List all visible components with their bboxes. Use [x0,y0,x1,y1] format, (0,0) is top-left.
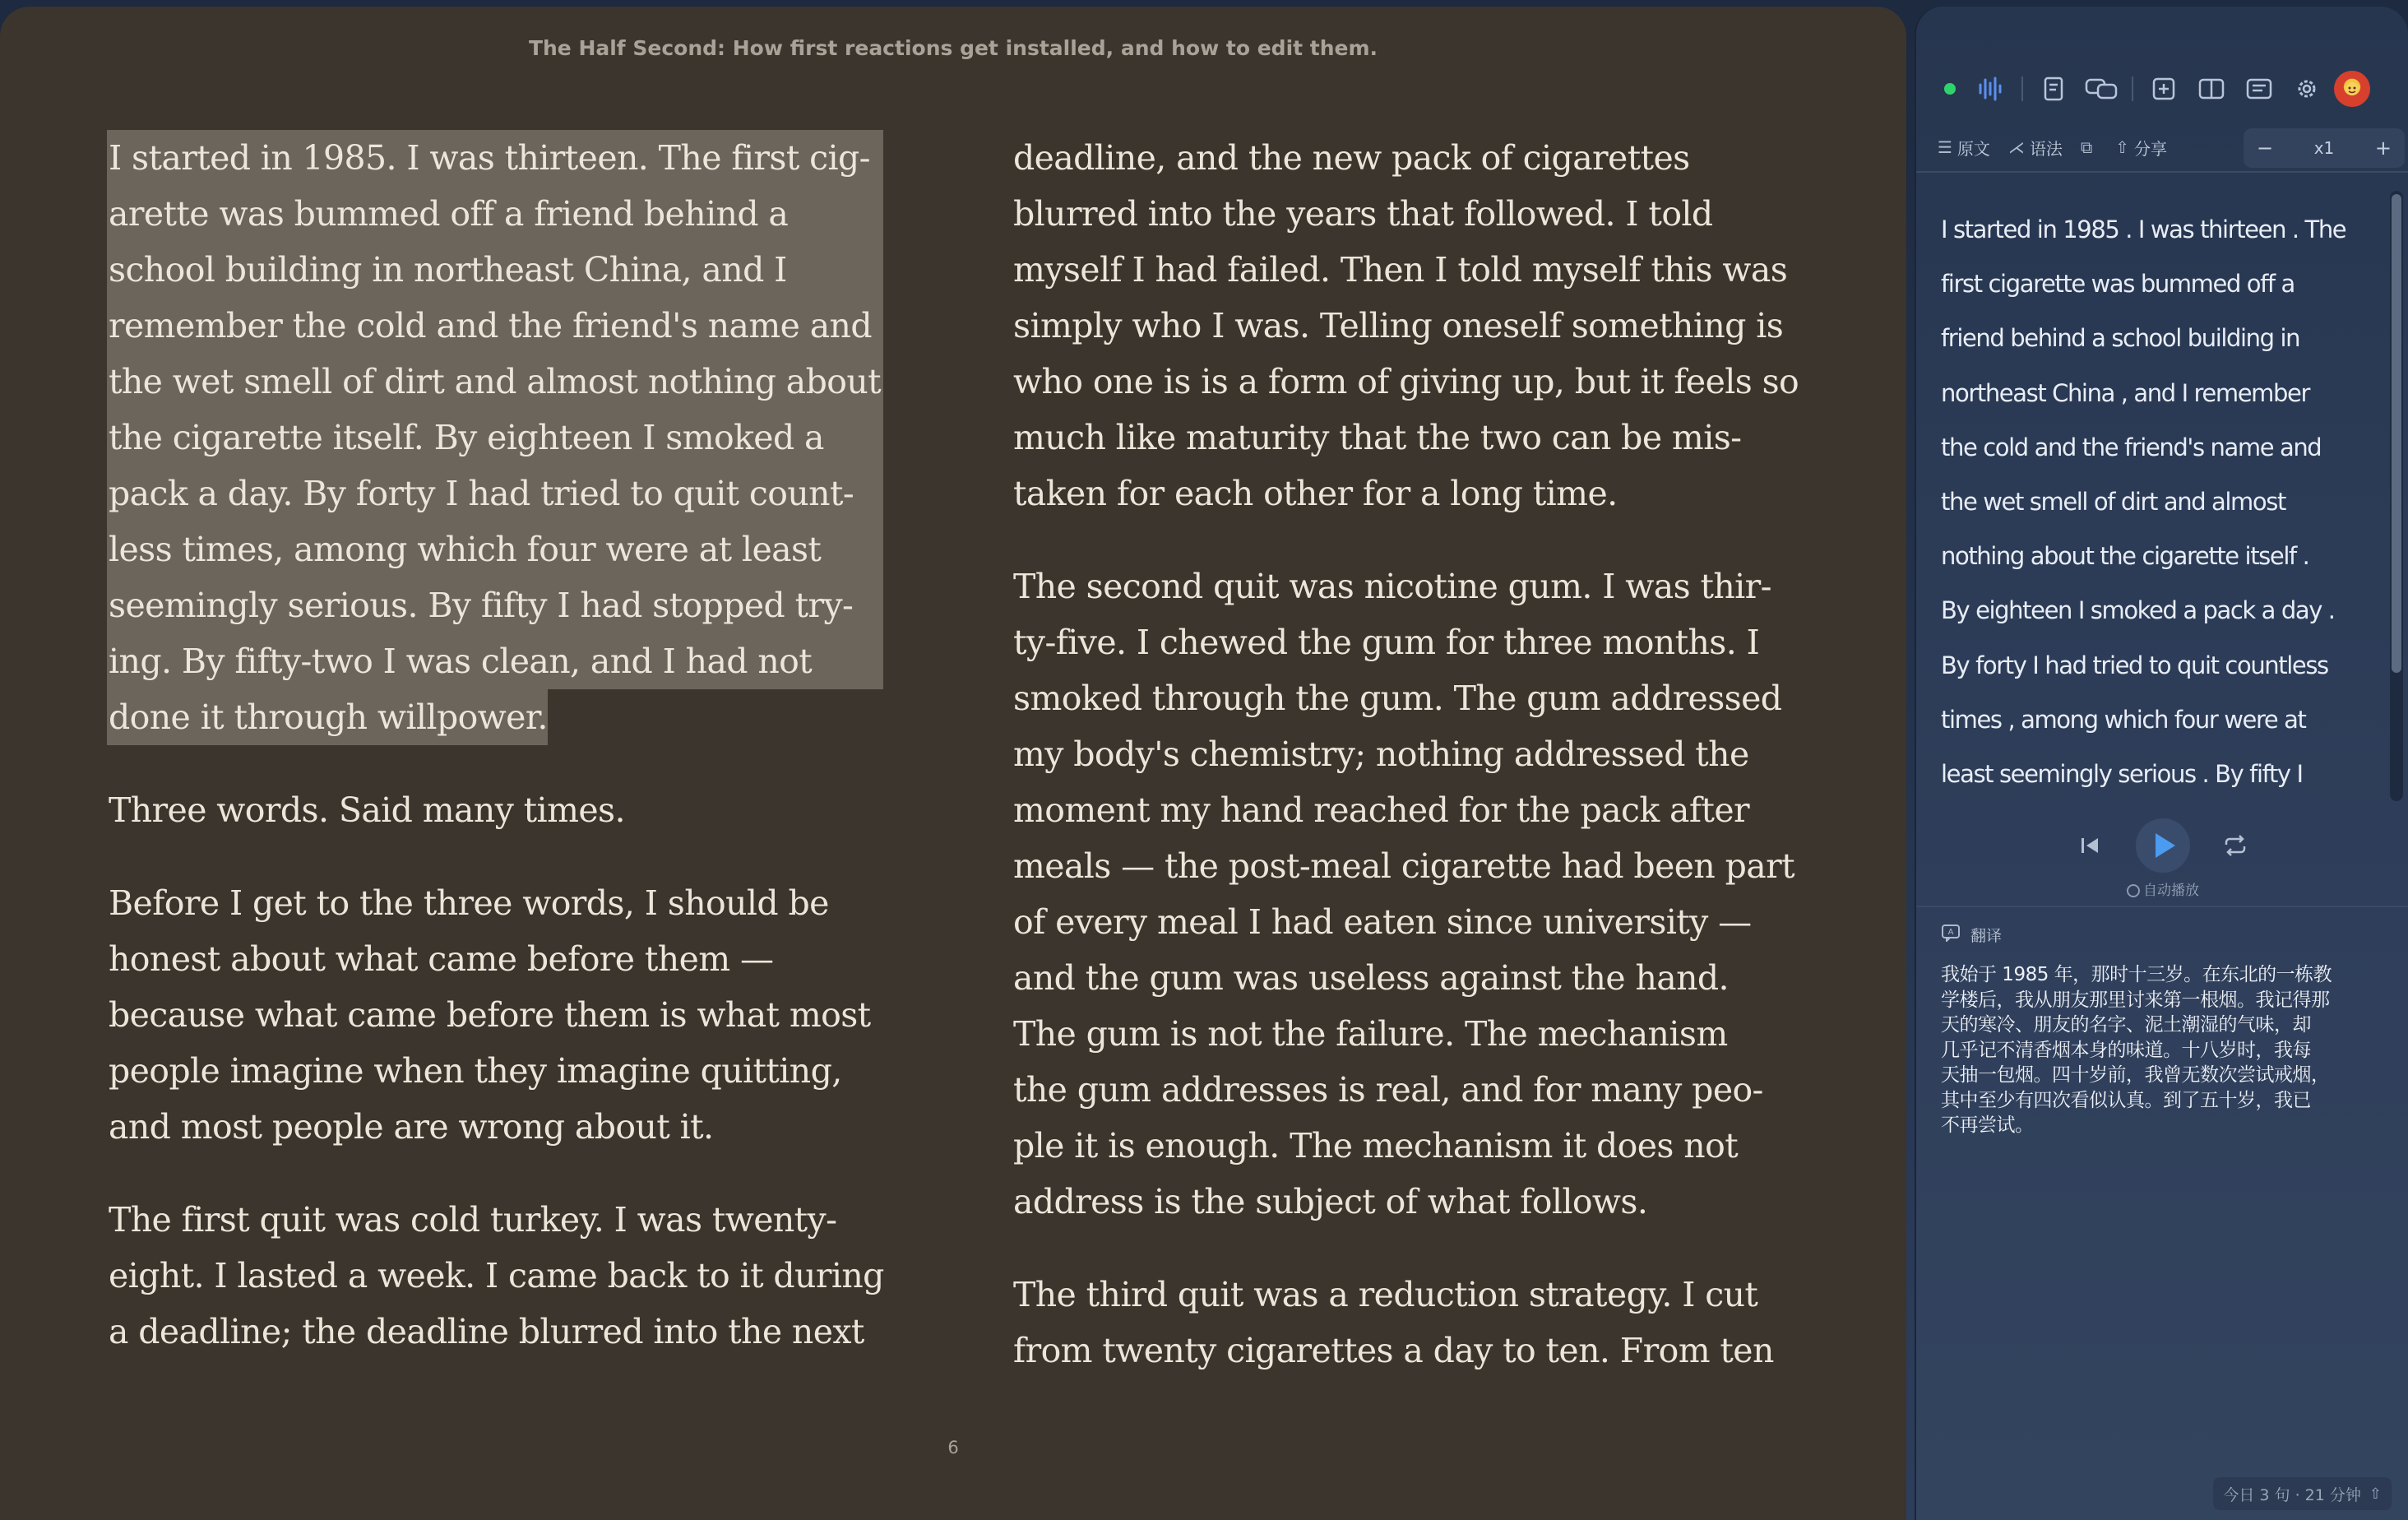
translation-line: 其中至少有四次看似认真。到了五十岁，我已 [1941,1089,2311,1111]
autoplay-toggle[interactable] [1916,878,2408,899]
translate-icon [1941,924,1961,946]
text-line: The second quit was nicotine gum. I was thir- [1013,567,1771,606]
selected-text-line [109,186,898,242]
translation-header [1941,924,2002,946]
selected-text: school building in northeast China, and I [107,242,883,298]
original-line: By forty I had tried to quit countless [1941,651,2328,679]
bookmark-list-icon[interactable] [2030,65,2077,113]
list-icon: ☰ [1938,137,1952,157]
selected-text: less times, among which four were at least [107,521,883,577]
text-line: ple it is enough. The mechanism it does not [1013,1126,1739,1165]
waveform-icon[interactable] [1967,65,2015,113]
selected-text-line [109,521,898,577]
grammar-button[interactable] [2008,136,2063,160]
right-column [1013,130,1803,1416]
original-line: By eighteen I smoked a pack a day . [1941,596,2335,625]
text-line: people imagine when they imagine quitting, [109,1051,842,1091]
page-number: 6 [947,1438,959,1457]
audio-player [1916,809,2408,883]
panel-toolbar [1916,56,2408,122]
speed-decrease-button[interactable]: − [2257,137,2274,160]
original-line: I started in 1985 . I was thirteen . The [1941,215,2346,243]
original-text-scrollbar[interactable] [2390,191,2403,801]
chat-bubbles-icon[interactable] [2077,65,2125,113]
share-button[interactable] [2115,136,2167,160]
settings-icon[interactable] [2283,65,2331,113]
stats-label: 今日 3 句 · 21 分钟 [2223,1485,2361,1504]
grammar-label: 语法 [2029,138,2063,159]
paragraph[interactable] [109,782,898,838]
selected-text: ing. By fifty-two I was clean, and I had not [107,633,883,689]
panel-subbar [1916,123,2408,173]
translation-label: 翻译 [1970,927,2003,945]
text-line: eight. I lasted a week. I came back to it during [109,1256,884,1295]
svg-text:A: A [1947,928,1954,937]
magic-wand-icon: ⋌ [2007,137,2025,157]
text-line: a deadline; the deadline blurred into the next [109,1312,864,1351]
copy-icon: ⧉ [2080,137,2093,157]
book-title: The Half Second: How first reactions get installed, and how to edit them. [528,36,1378,60]
text-line: meals — the post-meal cigarette had been part [1013,846,1794,886]
text-line: deadline, and the new pack of cigarettes [1013,138,1690,178]
text-line: The gum is not the failure. The mechanism [1013,1014,1728,1054]
selected-text: pack a day. By forty I had tried to quit count- [107,466,883,521]
text-line: and the gum was useless against the hand. [1013,958,1729,998]
selected-text-line [109,633,898,689]
selected-text: the cigarette itself. By eighteen I smoked a [107,410,883,466]
text-line: The third quit was a reduction strategy. I cut [1013,1275,1758,1314]
selected-paragraph[interactable] [109,130,898,745]
translation-line: 天抽一包烟。四十岁前，我曾无数次尝试戒烟， [1941,1064,2330,1086]
original-line: the cold and the friend's name and [1941,433,2322,461]
reader-view-icon[interactable] [2235,65,2283,113]
text-line: and most people are wrong about it. [109,1107,714,1147]
text-line: blurred into the years that followed. I told [1013,194,1713,234]
translation-line: 不再尝试。 [1941,1115,2034,1136]
selected-text-line [109,242,898,298]
text-line: moment my hand reached for the pack after [1013,790,1749,830]
selected-text-line [109,410,898,466]
play-button[interactable] [2136,818,2190,873]
selected-text: the wet smell of dirt and almost nothing about [107,354,883,410]
original-line: northeast China , and I remember [1941,378,2309,407]
original-line: times , among which four were at [1941,705,2306,734]
scroll-thumb[interactable] [2392,194,2401,673]
text-line: who one is is a form of giving up, but it feels so [1013,362,1799,401]
play-icon [2156,833,2175,858]
text-line: honest about what came before them — [109,939,774,979]
text-line: much like maturity that the two can be mis- [1013,418,1742,457]
selected-text: I started in 1985. I was thirteen. The first cig- [107,130,883,186]
daily-stats-badge[interactable] [2213,1477,2392,1510]
original-sentence-text [1941,202,2369,801]
text-line: of every meal I had eaten since university — [1013,902,1752,942]
speed-value: x1 [2313,138,2335,158]
paragraph[interactable] [1013,130,1803,521]
add-window-icon[interactable] [2140,65,2188,113]
left-column [109,130,898,1397]
text-line: from twenty cigarettes a day to ten. From ten [1013,1331,1774,1370]
original-label: 原文 [1956,138,1990,159]
text-line: my body's chemistry; nothing addressed the [1013,735,1749,774]
translation-text [1941,962,2389,1138]
original-line: least seemingly serious . By fifty I [1941,759,2303,788]
text-line: myself I had failed. Then I told myself this was [1013,250,1788,290]
selected-text: seemingly serious. By fifty I had stopped try- [107,577,883,633]
split-view-icon[interactable] [2188,65,2235,113]
selected-text: remember the cold and the friend's name and [107,298,883,354]
selected-text-line [109,354,898,410]
share-label: 分享 [2133,138,2167,159]
original-line: the wet smell of dirt and almost [1941,487,2285,516]
selected-text: arette was bummed off a friend behind a [107,186,883,242]
text-line: Three words. Said many times. [109,790,625,830]
selected-text-line [109,689,898,745]
paragraph[interactable] [109,1192,898,1360]
status-dot [1944,83,1956,95]
text-line: The first quit was cold turkey. I was twenty- [109,1200,837,1240]
original-line: first cigarette was bummed off a [1941,270,2295,299]
previous-icon[interactable] [2062,817,2119,874]
original-text-button[interactable] [1938,136,1990,160]
translation-line: 学楼后，我从朋友那里讨来第一根烟。我记得那 [1941,989,2330,1011]
selected-text: done it through willpower. [107,689,548,745]
autoplay-label: 自动播放 [2143,883,2199,899]
paragraph[interactable] [109,875,898,1155]
autoplay-radio[interactable] [2127,884,2140,897]
panel-divider [1916,906,2408,907]
text-line: simply who I was. Telling oneself something is [1013,306,1784,345]
original-line: friend behind a school building in [1941,324,2300,353]
selected-text-line [109,298,898,354]
share-icon: ⇧ [2369,1485,2382,1503]
selected-text-line [109,466,898,521]
assistant-panel [1915,7,2408,1520]
original-line: nothing about the cigarette itself . [1941,542,2309,571]
copy-button[interactable] [2081,137,2097,157]
translation-line: 几乎记不清香烟本身的味道。十八岁时，我每 [1941,1039,2311,1061]
toolbar-separator [2021,76,2023,101]
text-line: address is the subject of what follows. [1013,1182,1648,1221]
translation-line: 天的寒冷、朋友的名字、泥土潮湿的气味，却 [1941,1014,2311,1036]
text-line: because what came before them is what most [109,995,871,1035]
toolbar-separator [2132,76,2133,101]
selected-text-line [109,577,898,633]
text-line: taken for each other for a long time. [1013,474,1618,513]
selected-text-line [109,130,898,186]
repeat-icon[interactable] [2207,817,2264,874]
text-line: the gum addresses is real, and for many peo- [1013,1070,1763,1110]
speed-increase-button[interactable]: + [2374,137,2392,160]
paragraph[interactable] [1013,1267,1803,1379]
avatar[interactable] [2334,71,2370,107]
playback-speed-control [2244,128,2405,168]
text-line: smoked through the gum. The gum addressed [1013,679,1782,718]
paragraph[interactable] [1013,558,1803,1230]
reader-window [0,7,1906,1520]
text-line: ty-five. I chewed the gum for three months. I [1013,623,1760,662]
text-line: Before I get to the three words, I should be [109,883,829,923]
share-icon: ⇧ [2115,137,2129,157]
translation-line: 我始于 1985 年，那时十三岁。在东北的一栋教 [1941,964,2332,985]
